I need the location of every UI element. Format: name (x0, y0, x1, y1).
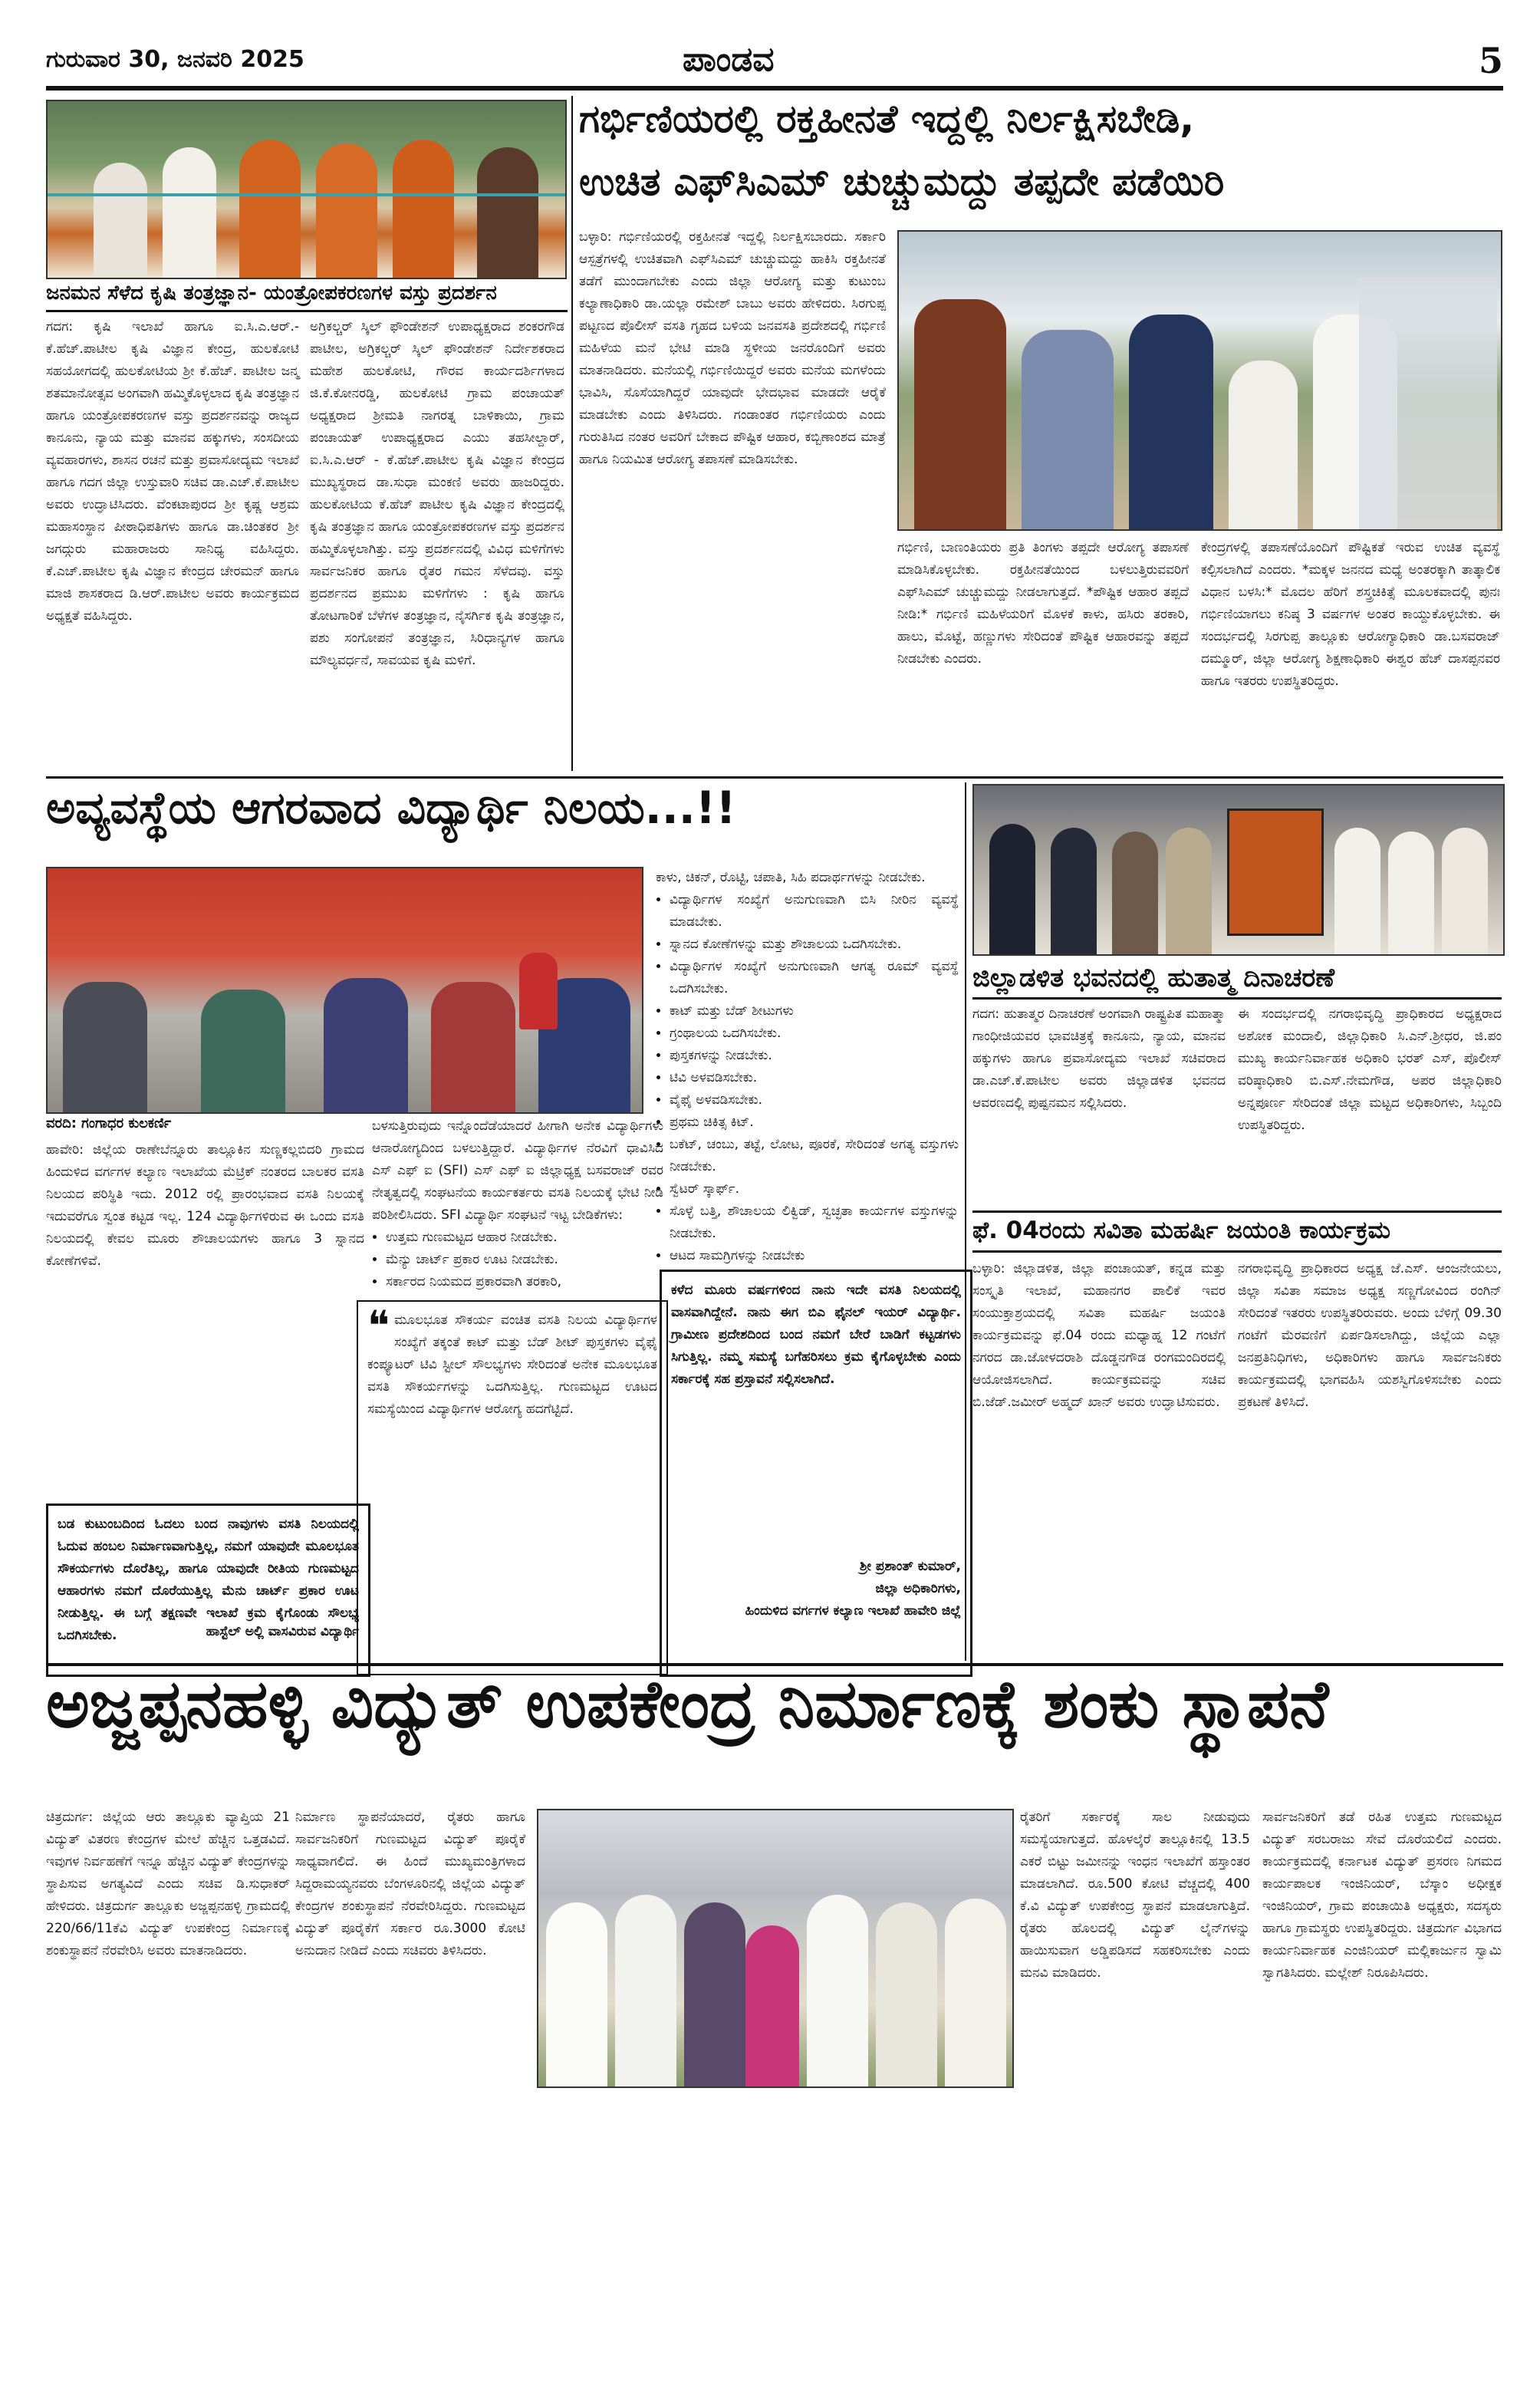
story4-column-2: ಈ ಸಂದರ್ಭದಲ್ಲಿ ನಗರಾಭಿವೃದ್ಧಿ ಪ್ರಾಧಿಕಾರದ ಅಧ್ಯಕ್ಷರಾದ ಅಶೋಕ ಮಂದಾಲಿ, ಜಿಲ್ಲಾಧಿಕಾರಿ ಸಿ.ಎನ್.ಶ್ರೀಧರ, ಜಿ.ಪಂ ಮುಖ್ಯ ಕಾರ್ಯನಿರ್ವಾಹಕ ಅಧಿಕಾರಿ ಭರತ್ ಎಸ್, ಪೊಲೀಸ್ ವರಿಷ್ಠಾಧಿಕಾರಿ ಬಿ.ಎಸ್.ನೇಮಗೌಡ, ಅಪರ ಜಿಲ್ಲಾಧಿಕಾರಿ ಅನ್ನಪೂರ್ಣ ಸೇರಿದಂತೆ ಜಿಲ್ಲಾ ಮಟ್ಟದ ಅಧಿಕಾರಿಗಳು, ಸಿಬ್ಬಂದಿ ಉಪಸ್ಥಿತರಿದ್ದರು. (1238, 1006, 1502, 1133)
section-rule-2 (972, 1210, 1502, 1213)
story1-photo (46, 100, 567, 279)
list-item: • ಬಕೆಟ್, ಚಂಬು, ತಟ್ಟೆ, ಲೋಟ, ಪೂರಕೆ, ಸೇರಿದಂತೆ ಅಗತ್ಯ ವಸ್ತುಗಳು ನೀಡಬೇಕು. (670, 1134, 959, 1178)
story2-column-1: ಬಳ್ಳಾರಿ: ಗರ್ಭಿಣಿಯರಲ್ಲಿ ರಕ್ತಹೀನತೆ ಇದ್ದಲ್ಲಿ ನಿರ್ಲಕ್ಷಿಸಬಾರದು. ಸರ್ಕಾರಿ ಆಸ್ಪತ್ರೆಗಳಲ್ಲಿ ಉಚಿತವಾಗಿ ಎಫ್‌ಸಿಎಮ್ ಚುಚ್ಚುಮದ್ದು ಹಾಕಿಸಿ ರಕ್ತಹೀನತೆ ತಡೆಗೆ ಮುಂದಾಗಬೇಕು ಎಂದು ಜಿಲ್ಲಾ ಆರೋಗ್ಯ ಮತ್ತು ಕುಟುಂಬ ಕಲ್ಯಾಣಾಧಿಕಾರಿ ಡಾ.ಯಲ್ಲಾ ರಮೇಶ್ ಬಾಬು ಅವರು ಹೇಳಿದರು. ಸಿರಗುಪ್ಪ ಪಟ್ಟಣದ ಪೊಲೀಸ್ ವಸತಿ ಗೃಹದ ಬಳಿಯ ಜನವಸತಿ ಪ್ರದೇಶದಲ್ಲಿ ಗರ್ಭಿಣಿ ಮಹಿಳೆಯ ಮನೆ ಭೇಟಿ ಮಾಡಿ ಸ್ಥಳೀಯ ಜನರೊಂದಿಗೆ ಅವರು ಮಾತನಾಡಿದರು. ಮನೆಯಲ್ಲಿ ಗರ್ಭಿಣಿಯಿದ್ದರೆ ಅವರು ಮನೆಯ ಮಗಳೆಂದು ಭಾವಿಸಿ, ಸೊಸೆಯಾಗಿದ್ದರೆ ಯಾವುದೇ ಭೇದಭಾವ ಮಾಡದೇ ಆರೈಕೆ ಮಾಡಬೇಕು ಎಂದು ತಿಳಿಸಿದರು. ಗಂಡಾಂತರ ಗರ್ಭಿಣಿಯರು ಎಂದು ಗುರುತಿಸಿದ ನಂತರ ಅವರಿಗೆ ಬೇಕಾದ ಪೌಷ್ಟಿಕ ಆಹಾರ, ಕಬ್ಬಿಣಾಂಶದ ಮಾತ್ರೆ ಹಾಗೂ ನಿಯಮಿತ ಆರೋಗ್ಯ ತಪಾಸಣೆ ಮಾಡಿಸಬೇಕು. (579, 229, 886, 467)
story3-byline: ವರದಿ: ಗಂಗಾಧರ ಕುಲಕರ್ಣಿ (46, 1115, 172, 1131)
list-item: • ಸರ್ಕಾರದ ನಿಯಮದ ಪ್ರಕಾರವಾಗಿ ತರಕಾರಿ, (386, 1271, 663, 1293)
story1-headline: ಜನಮನ ಸೆಳೆದ ಕೃಷಿ ತಂತ್ರಜ್ಞಾನ- ಯಂತ್ರೋಪಕರಣಗಳ ವಸ್ತು ಪ್ರದರ್ಶನ (46, 282, 497, 305)
list-item: • ಉತ್ತಮ ಗುಣಮಟ್ಟದ ಆಹಾರ ನೀಡಬೇಕು. (386, 1227, 663, 1249)
story4-photo (972, 784, 1505, 956)
story2-column-3: ಕೇಂದ್ರಗಳಲ್ಲಿ ತಪಾಸಣೆಯೊಂದಿಗೆ ಪೌಷ್ಟಿಕತೆ ಇರುವ ಉಚಿತ ವ್ಯವಸ್ಥೆ ಕಲ್ಪಿಸಲಾಗಿದೆ ಎಂದರು. *ಮಕ್ಕಳ ಜನನದ ಮಧ್ಯೆ ಅಂತರಕ್ಕಾಗಿ ತಾತ್ಕಾಲಿಕ ವಿಧಾನ ಬಳಸಿ:* ಮೊದಲ ಹೆರಿಗೆ ಶಸ್ತ್ರಚಿಕಿತ್ಸೆ ಮೂಲಕವಾದಲ್ಲಿ ಪುನಃ ಗರ್ಭಿಣಿಯಾಗಲು ಕನಿಷ್ಠ 3 ವರ್ಷಗಳ ಅಂತರ ಕಾಯ್ದುಕೊಳ್ಳಬೇಕು. ಈ ಸಂದರ್ಭದಲ್ಲಿ ಸಿರಗುಪ್ಪ ತಾಲ್ಲೂಕು ಆರೋಗ್ಯಾಧಿಕಾರಿ ಡಾ.ಬಸವರಾಜ್ ದಮ್ಮೂರ್, ಜಿಲ್ಲಾ ಆರೋಗ್ಯ ಶಿಕ್ಷಣಾಧಿಕಾರಿ ಈಶ್ವರ ಹೆಚ್ ದಾಸಪ್ಪನವರ ಹಾಗೂ ಇತರರು ಉಪಸ್ಥಿತರಿದ್ದರು. (1201, 540, 1500, 689)
story3-column-2 (372, 1115, 663, 1289)
story3-headline: ಅವ್ಯವಸ್ಥೆಯ ಆಗರವಾದ ವಿದ್ಯಾರ್ಥಿ ನಿಲಯ...!! (46, 782, 736, 834)
story6-photo (537, 1809, 1014, 2088)
story4-rule (972, 997, 1502, 1000)
masthead (46, 40, 1503, 91)
story6-column-3: ರೈತರಿಗೆ ಸರ್ಕಾರಕ್ಕೆ ಸಾಲ ನೀಡುವುದು ಸಮಸ್ಯೆಯಾಗುತ್ತದೆ. ಹೊಳಲ್ಕೆರೆ ತಾಲ್ಲೂಕಿನಲ್ಲಿ 13.5 ಎಕರೆ ಬಿಟ್ಟು ಜಮೀನನ್ನು ಇಂಧನ ಇಲಾಖೆಗೆ ಹಸ್ತಾಂತರ ಮಾಡಲಾಗಿದೆ. ರೂ.500 ಕೋಟಿ ವೆಚ್ಚದಲ್ಲಿ 400 ಕೆ.ವಿ ವಿದ್ಯುತ್ ಉಪಕೇಂದ್ರ ಸ್ಥಾಪನೆ ಮಾಡಲಾಗುತ್ತಿದೆ. ರೈತರು ಹೊಲದಲ್ಲಿ ವಿದ್ಯುತ್ ಲೈನ್‌ಗಳನ್ನು ಹಾಯಿಸುವಾಗ ಅಡ್ಡಿಪಡಿಸದೆ ಸಹಕರಿಸಬೇಕು ಎಂದು ಮನವಿ ಮಾಡಿದರು. (1020, 1810, 1250, 1981)
story3-officer-quote-box (660, 1270, 972, 1677)
story3-column-2-text: ಬಳಸುತ್ತಿರುವುದು ಇನ್ನೊಂದೆಡೆಯಾದರೆ ಹೀಗಾಗಿ ಅನೇಕ ವಿದ್ಯಾರ್ಥಿಗಳು ಆನಾರೋಗ್ಯದಿಂದ ಬಳಲುತ್ತಿದ್ದಾರೆ. ವಿದ್ಯಾರ್ಥಿಗಳ ನೆರವಿಗೆ ಧಾವಿಸಿದ ಎಸ್ ಎಫ್ ಐ (SFI) ಎಸ್ ಎಫ್ ಐ ಜಿಲ್ಲಾಧ್ಯಕ್ಷ ಬಸವರಾಜ್ ರವರ ನೇತೃತ್ವದಲ್ಲಿ ಸಂಘಟನೆಯ ಕಾರ್ಯಕರ್ತರು ವಸತಿ ನಿಲಯಕ್ಕೆ ಭೇಟಿ ನೀಡಿ ಪರಿಶೀಲಿಸಿದರು. SFI ವಿದ್ಯಾರ್ಥಿ ಸಂಘಟನೆ ಇಟ್ಟ ಬೇಡಿಕೆಗಳು: (372, 1118, 663, 1223)
story3-officer-quote: ಕಳೆದ ಮೂರು ವರ್ಷಗಳಿಂದ ನಾನು ಇದೇ ವಸತಿ ನಿಲಯದಲ್ಲಿ ವಾಸವಾಗಿದ್ದೇನೆ. ನಾನು ಈಗ ಬಿಎ ಫೈನಲ್ ಇಯರ್ ವಿದ್ಯಾರ್ಥಿ. ಗ್ರಾಮೀಣ ಪ್ರದೇಶದಿಂದ ಬಂದ ನಮಗೆ ಬೇರೆ ಬಾಡಿಗೆ ಕಟ್ಟಡಗಳು ಸಿಗುತ್ತಿಲ್ಲ. ನಮ್ಮ ಸಮಸ್ಯೆ ಬಗೆಹರಿಸಲು ಕ್ರಮ ಕೈಗೊಳ್ಳಬೇಕು ಎಂದು ಸರ್ಕಾರಕ್ಕೆ ಸಹ ಪ್ರಸ್ತಾವನೆ ಸಲ್ಲಿಸಲಾಗಿದೆ. (671, 1283, 961, 1387)
list-item: • ಪ್ರಥಮ ಚಿಕಿತ್ಸ ಕಿಟ್. (670, 1112, 959, 1134)
story6-column-1: ಚಿತ್ರದುರ್ಗ: ಜಿಲ್ಲೆಯ ಆರು ತಾಲ್ಲೂಕು ವ್ಯಾಪ್ತಿಯ 21 ವಿದ್ಯುತ್ ವಿತರಣ ಕೇಂದ್ರಗಳ ಮೇಲೆ ಹೆಚ್ಚಿನ ಒತ್ತಡವಿದೆ. ಇವುಗಳ ನಿರ್ವಹಣೆಗೆ ಇನ್ನೂ ಹೆಚ್ಚಿನ ವಿದ್ಯುತ್ ಕೇಂದ್ರಗಳನ್ನು ಸ್ಥಾಪಿಸುವ ಅಗತ್ಯವಿದೆ ಎಂದು ಸಚಿವ ಡಿ.ಸುಧಾಕರ್ ಹೇಳಿದರು. ಚಿತ್ರದುರ್ಗ ತಾಲ್ಲೂಕು ಅಜ್ಜಪ್ಪನಹಳ್ಳಿ ಗ್ರಾಮದಲ್ಲಿ 220/66/11ಕೆವಿ ವಿದ್ಯುತ್ ಉಪಕೇಂದ್ರ ನಿರ್ಮಾಣಕ್ಕೆ ಶಂಕುಸ್ಥಾಪನೆ ನೆರವೇರಿಸಿ ಅವರು ಮಾತನಾಡಿದರು. (46, 1810, 290, 1958)
story3-column-3-intro: ಕಾಳು, ಚಿಕನ್, ರೊಟ್ಟಿ, ಚಪಾತಿ, ಸಿಹಿ ಪದಾರ್ಥಗಳನ್ನು ನೀಡಬೇಕು. (656, 870, 926, 885)
story6-headline: ಅಜ್ಜಪ್ಪನಹಳ್ಳಿ ವಿದ್ಯುತ್ ಉಪಕೇಂದ್ರ ನಿರ್ಮಾಣಕ್ಕೆ ಶಂಕು ಸ್ಥಾಪನೆ (46, 1666, 1329, 1743)
story2-photo (897, 230, 1502, 531)
story3-officer-name: ಶ್ರೀ ಪ್ರಶಾಂತ್ ಕುಮಾರ್, (860, 1559, 961, 1574)
story3-demands (372, 1227, 663, 1293)
list-item: • ಗ್ರಂಥಾಲಯ ಒದಗಿಸಬೇಕು. (670, 1023, 959, 1045)
section-rule-1 (46, 776, 1503, 779)
story1-rule (46, 310, 568, 312)
story4-headline: ಜಿಲ್ಲಾಡಳಿತ ಭವನದಲ್ಲಿ ಹುತಾತ್ಮ ದಿನಾಚರಣೆ (972, 963, 1335, 993)
story1-column-1: ಗದಗ: ಕೃಷಿ ಇಲಾಖೆ ಹಾಗೂ ಐ.ಸಿ.ಎ.ಆರ್.- ಕೆ.ಹೆಚ್.ಪಾಟೀಲ ಕೃಷಿ ವಿಜ್ಞಾನ ಕೇಂದ್ರ, ಹುಲಕೋಟಿ ಸಹಯೋಗದಲ್ಲಿ ಹುಲಕೋಟಿಯ ಶ್ರೀ ಕೆ.ಹೆಚ್. ಪಾಟೀಲ ಜನ್ಮ ಶತಮಾನೋತ್ಸವ ಅಂಗವಾಗಿ ಹಮ್ಮಿಕೊಳ್ಳಲಾದ ಕೃಷಿ ತಂತ್ರಜ್ಞಾನ ಹಾಗೂ ಯಂತ್ರೋಪಕರಣಗಳ ವಸ್ತು ಪ್ರದರ್ಶನವನ್ನು ರಾಜ್ಯದ ಕಾನೂನು, ನ್ಯಾಯ ಮತ್ತು ಮಾನವ ಹಕ್ಕುಗಳು, ಸಂಸದೀಯ ವ್ಯವಹಾರಗಳು, ಶಾಸನ ರಚನೆ ಮತ್ತು ಪ್ರವಾಸೋದ್ಯಮ ಇಲಾಖೆ ಹಾಗೂ ಗದಗ ಜಿಲ್ಲಾ ಉಸ್ತುವಾರಿ ಸಚಿವ ಡಾ.ಎಚ್.ಕೆ.ಪಾಟೀಲ ಅವರು ಉದ್ಘಾಟಿಸಿದರು. ವೆಂಕಟಾಪುರದ ಶ್ರೀ ಕೃಷ್ಣ ಆಶ್ರಮ ಮಹಾಸಂಸ್ಥಾನ ಪೀಠಾಧಿಪತಿಗಳು ಹಾಗೂ ಡಾ.ಚಿಂತಕರ ಶ್ರೀ ಜಗದ್ಗುರು ಮಹಾರಾಜರು ಸಾನಿಧ್ಯ ವಹಿಸಿದ್ದರು. ಕೆ.ಎಚ್.ಪಾಟೀಲ ಕೃಷಿ ವಿಜ್ಞಾನ ಕೇಂದ್ರದ ಚೇರಮನ್ ಹಾಗೂ ಮಾಜಿ ಶಾಸಕರಾದ ಡಿ.ಆರ್.ಪಾಟೀಲ ಅವರು ಕಾರ್ಯಕ್ರಮದ ಅಧ್ಯಕ್ಷತೆ ವಹಿಸಿದ್ದರು. (46, 319, 299, 624)
story3-photo (46, 867, 643, 1114)
story5-column-1: ಬಳ್ಳಾರಿ: ಜಿಲ್ಲಾಡಳಿತ, ಜಿಲ್ಲಾ ಪಂಚಾಯತ್, ಕನ್ನಡ ಮತ್ತು ಸಂಸ್ಕೃತಿ ಇಲಾಖೆ, ಮಹಾನಗರ ಪಾಲಿಕೆ ಇವರ ಸಂಯುಕ್ತಾಶ್ರಯದಲ್ಲಿ ಸವಿತಾ ಮಹರ್ಷಿ ಜಯಂತಿ ಕಾರ್ಯಕ್ರಮವನ್ನು ಫೆ.04 ರಂದು ಮಧ್ಯಾಹ್ನ 12 ಗಂಟೆಗೆ ನಗರದ ಡಾ.ಜೋಳದರಾಶಿ ದೊಡ್ಡನಗೌಡ ರಂಗಮಂದಿರದಲ್ಲಿ ಆಯೋಜಿಸಲಾಗಿದೆ. ಕಾರ್ಯಕ್ರಮವನ್ನು ಸಚಿವ ಬಿ.ಜೆಡ್.ಜಮೀರ್ ಅಹ್ಮದ್ ಖಾನ್ ಅವರು ಉದ್ಘಾಟಿಸುವರು. (972, 1261, 1226, 1410)
story1-column-2: ಅಗ್ರಿಕಲ್ಚರ್ ಸ್ಕಿಲ್ ಫೌಂಡೇಶನ್ ಉಪಾಧ್ಯಕ್ಷರಾದ ಶಂಕರಗೌಡ ಪಾಟೀಲ, ಅಗ್ರಿಕಲ್ಚರ್ ಸ್ಕಿಲ್ ಫೌಂಡೇಶನ್ ನಿರ್ದೇಶಕರಾದ ಮಹೇಶ ಹುಲಕೋಟಿ, ಗೌರವ ಕಾರ್ಯದರ್ಶಿಗಳಾದ ಜಿ.ಕೆ.ಕೋನರಡ್ಡಿ, ಹುಲಕೋಟಿ ಗ್ರಾಮ ಪಂಚಾಯತ್ ಅಧ್ಯಕ್ಷರಾದ ಶ್ರೀಮತಿ ನಾಗರತ್ನ ಬಾಳಿಕಾಯಿ, ಗ್ರಾಮ ಪಂಚಾಯತ್ ಉಪಾಧ್ಯಕ್ಷರಾದ ಎಯು ತಹಸೀಲ್ದಾರ್, ಐ.ಸಿ.ಎ.ಆರ್ - ಕೆ.ಹೆಚ್.ಪಾಟೀಲ ಕೃಷಿ ವಿಜ್ಞಾನ ಕೇಂದ್ರದ ಮುಖ್ಯಸ್ಥರಾದ ಡಾ.ಸುಧಾ ಮಂಕಣಿ ಅವರು ಹಾಜರಿದ್ದರು. ಹುಲಕೋಟಿಯ ಕೆ.ಹೆಚ್ ಪಾಟೀಲ ಕೃಷಿ ವಿಜ್ಞಾನ ಕೇಂದ್ರದಲ್ಲಿ ಕೃಷಿ ತಂತ್ರಜ್ಞಾನ ಹಾಗೂ ಯಂತ್ರೋಪಕರಣಗಳ ವಸ್ತು ಪ್ರದರ್ಶನ ಹಮ್ಮಿಕೊಳ್ಳಲಾಗಿತ್ತು. ವಸ್ತು ಪ್ರದರ್ಶನದಲ್ಲಿ ವಿವಿಧ ಮಳಿಗೆಗಳು ಸಾರ್ವಜನಿಕರ ಹಾಗೂ ರೈತರ ಗಮನ ಸೆಳೆದವು. ವಸ್ತು ಪ್ರದರ್ಶನದ ಪ್ರಮುಖ ಮಳಿಗೆಗಳು : ಕೃಷಿ ಹಾಗೂ ತೋಟಗಾರಿಕೆ ಬೆಳೆಗಳ ತಂತ್ರಜ್ಞಾನ, ನೈಸರ್ಗಿಕ ಕೃಷಿ ತಂತ್ರಜ್ಞಾನ, ಪಶು ಸಂಗೋಪನೆ ತಂತ್ರಜ್ಞಾನ, ಸಿರಿಧಾನ್ಯಗಳ ಹಾಗೂ ಮೌಲ್ಯವರ್ಧನೆ, ಸಾವಯವ ಕೃಷಿ ಮಳಿಗೆ. (310, 319, 564, 668)
story3-column-1: ಹಾವೇರಿ: ಜಿಲ್ಲೆಯ ರಾಣೇಬೆನ್ನೂರು ತಾಲ್ಲೂಕಿನ ಸುಣ್ಣಕಲ್ಲಬಿದರಿ ಗ್ರಾಮದ ಹಿಂದುಳಿದ ವರ್ಗಗಳ ಕಲ್ಯಾಣ ಇಲಾಖೆಯ ಮೆಟ್ರಿಕ್ ನಂತರದ ಬಾಲಕರ ವಸತಿ ನಿಲಯದ ಪರಿಸ್ಥಿತಿ ಇದು. 2012 ರಲ್ಲಿ ಪ್ರಾರಂಭವಾದ ವಸತಿ ನಿಲಯಕ್ಕೆ ಇದುವರೆಗೂ ಸ್ವಂತ ಕಟ್ಟಡ ಇಲ್ಲ. 124 ವಿದ್ಯಾರ್ಥಿಗಳಿರುವ ಈ ಒಂದು ವಸತಿ ನಿಲಯದಲ್ಲಿ ಕೇವಲ ಮೂರು ಶೌಚಾಲಯಗಳು ಹಾಗೂ 3 ಸ್ನಾನದ ಕೋಣೆಗಳಿವೆ. (46, 1142, 364, 1269)
story5-headline: ಫೆ. 04ರಂದು ಸವಿತಾ ಮಹರ್ಷಿ ಜಯಂತಿ ಕಾರ್ಯಕ್ರಮ (972, 1217, 1391, 1244)
list-item: • ಸೊಳ್ಳೆ ಬತ್ತಿ, ಶೌಚಾಲಯ ಲಿಕ್ವಿಡ್, ಸ್ವಚ್ಛತಾ ಕಾರ್ಯಗಳ ವಸ್ತುಗಳನ್ನು ನೀಡಬೇಕು. (670, 1200, 959, 1245)
story4-column-1: ಗದಗ: ಹುತಾತ್ಮರ ದಿನಾಚರಣೆ ಅಂಗವಾಗಿ ರಾಷ್ಟ್ರಪಿತ ಮಹಾತ್ಮಾ ಗಾಂಧೀಜಿಯವರ ಭಾವಚಿತ್ರಕ್ಕೆ ಕಾನೂನು, ನ್ಯಾಯ, ಮಾನವ ಹಕ್ಕುಗಳು ಹಾಗೂ ಪ್ರವಾಸೋದ್ಯಮ ಇಲಾಖೆ ಸಚಿವರಾದ ಡಾ.ಎಚ್.ಕೆ.ಪಾಟೀಲ ಅವರು ಜಿಲ್ಲಾಡಳಿತ ಭವನದ ಆವರಣದಲ್ಲಿ ಪುಷ್ಪನಮನ ಸಲ್ಲಿಸಿದರು. (972, 1006, 1226, 1111)
story3-column-3 (656, 867, 959, 1263)
column-divider (571, 96, 573, 771)
story2-headline-line1: ಗರ್ಭಿಣಿಯರಲ್ಲಿ ರಕ್ತಹೀನತೆ ಇದ್ದಲ್ಲಿ ನಿರ್ಲಕ್ಷಿಸಬೇಡಿ, (579, 97, 1195, 141)
list-item: • ವಿದ್ಯಾರ್ಥಿಗಳ ಸಂಖ್ಯೆಗೆ ಅನುಗುಣವಾಗಿ ಆಗತ್ಯ ರೂಮ್ ವ್ಯವಸ್ಥೆ ಒದಗಿಸಬೇಕು. (670, 956, 959, 1000)
story2-column-2: ಗರ್ಭಿಣಿ, ಬಾಣಂತಿಯರು ಪ್ರತಿ ತಿಂಗಳು ತಪ್ಪದೇ ಆರೋಗ್ಯ ತಪಾಸಣೆ ಮಾಡಿಸಿಕೊಳ್ಳಬೇಕು. ರಕ್ತಹೀನತೆಯಿಂದ ಬಳಲುತ್ತಿರುವವರಿಗೆ ಎಫ್‌ಸಿಎಮ್ ಚುಚ್ಚುಮದ್ದು ನೀಡಲಾಗುತ್ತದೆ. *ಪೌಷ್ಟಿಕ ಆಹಾರ ತಪ್ಪದೆ ನೀಡಿ:* ಗರ್ಭಿಣಿ ಮಹಿಳೆಯರಿಗೆ ಮೊಳಕೆ ಕಾಳು, ಹಸಿರು ತರಕಾರಿ, ಹಾಲು, ಮೊಟ್ಟೆ, ಹಣ್ಣುಗಳು ಸೇರಿದಂತೆ ಪೌಷ್ಟಿಕ ಆಹಾರವನ್ನು ತಪ್ಪದೆ ನೀಡಬೇಕು ಎಂದರು. (897, 540, 1189, 667)
column-divider (965, 782, 966, 1661)
list-item: • ಮೆನ್ಯು ಚಾರ್ಟ್ ಪ್ರಕಾರ ಊಟ ನೀಡಬೇಕು. (386, 1249, 663, 1271)
list-item: • ಪುಸ್ತಕಗಳನ್ನು ನೀಡಬೇಕು. (670, 1045, 959, 1067)
list-item: • ಸ್ವೆಟರ್ ಸ್ಕಾರ್ಫ್. (670, 1178, 959, 1200)
story6-column-2: ನಿರ್ಮಾಣ ಸ್ಥಾಪನೆಯಾದರೆ, ರೈತರು ಹಾಗೂ ಸಾರ್ವಜನಿಕರಿಗೆ ಗುಣಮಟ್ಟದ ವಿದ್ಯುತ್ ಪೂರೈಕೆ ಸಾಧ್ಯವಾಗಲಿದೆ. ಈ ಹಿಂದೆ ಮುಖ್ಯಮಂತ್ರಿಗಳಾದ ಸಿದ್ದರಾಮಯ್ಯನವರು ಬೆಂಗಳೂರಿನಲ್ಲಿ ಜಿಲ್ಲೆಯ ವಿದ್ಯುತ್ ಕೇಂದ್ರಗಳ ಶಂಕುಸ್ಥಾಪನೆ ನೆರವೇರಿಸಿದ್ದರು. ಗುಣಮಟ್ಟದ ವಿದ್ಯುತ್ ಪೂರೈಕೆಗೆ ಸರ್ಕಾರ ರೂ.3000 ಕೋಟಿ ಅನುದಾನ ನೀಡಿದೆ ಎಂದು ಸಚಿವರು ತಿಳಿಸಿದರು. (295, 1810, 525, 1958)
story3-officer-dept: ಹಿಂದುಳಿದ ವರ್ಗಗಳ ಕಲ್ಯಾಣ ಇಲಾಖೆ ಹಾವೇರಿ ಜಿಲ್ಲೆ (745, 1603, 961, 1619)
list-item: • ವೈಫೈ ಅಳವಡಿಸಬೇಕು. (670, 1089, 959, 1112)
list-item: • ಟಿವಿ ಅಳವಡಿಸಬೇಕು. (670, 1067, 959, 1089)
newspaper-name: ಪಾಂಡವ (683, 40, 775, 79)
story3-student-quote: ಬಡ ಕುಟುಂಬದಿಂದ ಓದಲು ಬಂದ ನಾವುಗಳು ವಸತಿ ನಿಲಯದಲ್ಲಿ ಓದುವ ಹಂಬಲ ನಿರ್ಮಾಣವಾಗುತ್ತಿಲ್ಲ, ನಮಗೆ ಯಾವುದೇ ಮೂಲಭೂತ ಸೌಕರ್ಯಗಳು ದೊರೆತಿಲ್ಲ, ಹಾಗೂ ಯಾವುದೇ ರೀತಿಯ ಗುಣಮಟ್ಟದ ಆಹಾರಗಳು ನಮಗೆ ದೊರೆಯುತ್ತಿಲ್ಲ ಮೆನು ಚಾರ್ಟ್ ಪ್ರಕಾರ ಊಟ ನೀಡುತ್ತಿಲ್ಲ. ಈ ಬಗ್ಗೆ ತಕ್ಷಣವೇ ಇಲಾಖೆ ಕ್ರಮ ಕೈಗೊಂಡು ಸೌಲಭ್ಯ ಒದಗಿಸಬೇಕು. (58, 1517, 359, 1643)
story2-headline-line2: ಉಚಿತ ಎಫ್‌ಸಿಎಮ್ ಚುಚ್ಚುಮದ್ದು ತಪ್ಪದೇ ಪಡೆಯಿರಿ (579, 160, 1225, 204)
page-number: 5 (1478, 40, 1503, 81)
story3-facility-text: ಮೂಲಭೂತ ಸೌಕರ್ಯ ವಂಚಿತ ವಸತಿ ನಿಲಯ ವಿದ್ಯಾರ್ಥಿಗಳ ಸಂಖ್ಯೆಗೆ ತಕ್ಕಂತೆ ಕಾಟ್ ಮತ್ತು ಬೆಡ್ ಶೀಟ್ ಪುಸ್ತಕಗಳು ವೈಫೈ ಕಂಪ್ಯೂಟರ್ ಟಿವಿ ಸ್ಟೀಲ್ ಸೌಲಭ್ಯಗಳು ಸೇರಿದಂತೆ ಅನೇಕ ಮೂಲಭೂತ ವಸತಿ ಸೌಕರ್ಯಗಳನ್ನು ಒದಗಿಸುತ್ತಿಲ್ಲ. ಗುಣಮಟ್ಟದ ಊಟದ ಸಮಸ್ಯೆಯಿಂದ ವಿದ್ಯಾರ್ಥಿಗಳ ಆರೋಗ್ಯ ಹದಗೆಟ್ಟಿದೆ. (367, 1312, 657, 1417)
story3-requirements (656, 889, 959, 1267)
story5-rule (972, 1250, 1502, 1253)
story6-column-4: ಸಾರ್ವಜನಿಕರಿಗೆ ತಡೆ ರಹಿತ ಉತ್ತಮ ಗುಣಮಟ್ಟದ ವಿದ್ಯುತ್ ಸರಬರಾಜು ಸೇವೆ ದೊರೆಯಲಿದೆ ಎಂದರು. ಕಾರ್ಯಕ್ರಮದಲ್ಲಿ ಕರ್ನಾಟಕ ವಿದ್ಯುತ್ ಪ್ರಸರಣ ನಿಗಮದ ಕಾರ್ಯಪಾಲಕ ಇಂಜಿನಿಯರ್, ಬೆಸ್ಕಾಂ ಅಧೀಕ್ಷಕ ಇಂಜಿನಿಯರ್, ಗ್ರಾಮ ಪಂಚಾಯಿತಿ ಅಧ್ಯಕ್ಷರು, ಸದಸ್ಯರು ಹಾಗೂ ಗ್ರಾಮಸ್ಥರು ಉಪಸ್ಥಿತರಿದ್ದರು. ಚಿತ್ರದುರ್ಗ ವಿಭಾಗದ ಕಾರ್ಯನಿರ್ವಾಹಕ ಎಂಜಿನಿಯರ್ ಮಲ್ಲಿಕಾರ್ಜುನ ಸ್ವಾಮಿ ಸ್ವಾಗತಿಸಿದರು. ಮಲ್ಲೇಶ್ ನಿರೂಪಿಸಿದರು. (1262, 1810, 1502, 1981)
quote-mark-icon: ❝ (367, 1302, 390, 1350)
story3-officer-role: ಜಿಲ್ಲಾ ಅಧಿಕಾರಿಗಳು, (875, 1581, 961, 1596)
story3-student-quote-box (46, 1504, 370, 1677)
story5-column-2: ನಗರಾಭಿವೃದ್ಧಿ ಪ್ರಾಧಿಕಾರದ ಅಧ್ಯಕ್ಷ ಜೆ.ಎಸ್. ಆಂಜನೇಯಲು, ಜಿಲ್ಲಾ ಸವಿತಾ ಸಮಾಜ ಅಧ್ಯಕ್ಷ ಸಣ್ಣಗೋವಿಂದ ರಂಗಿನ್ ಸೇರಿದಂತೆ ಇತರರು ಉಪಸ್ಥಿತರಿರುವರು. ಅಂದು ಬೆಳಿಗ್ಗೆ 09.30 ಗಂಟೆಗೆ ಮೆರವಣಿಗೆ ಏರ್ಪಡಿಸಲಾಗಿದ್ದು, ಜಿಲ್ಲೆಯ ಎಲ್ಲಾ ಜನಪ್ರತಿನಿಧಿಗಳು, ಅಧಿಕಾರಿಗಳು ಹಾಗೂ ಸಾರ್ವಜನಿಕರು ಕಾರ್ಯಕ್ರಮದಲ್ಲಿ ಭಾಗವಹಿಸಿ ಯಶಸ್ವಿಗೊಳಿಸಬೇಕು ಎಂದು ಪ್ರಕಟಣೆ ತಿಳಿಸಿದೆ. (1238, 1261, 1502, 1410)
story3-facility-box (357, 1300, 668, 1675)
list-item: • ಆಟದ ಸಾಮಗ್ರಿಗಳನ್ನು ನೀಡಬೇಕು (670, 1245, 959, 1267)
list-item: • ಸ್ನಾನದ ಕೋಣೆಗಳನ್ನು ಮತ್ತು ಶೌಚಾಲಯ ಒದಗಿಸಬೇಕು. (670, 934, 959, 956)
issue-date: ಗುರುವಾರ 30, ಜನವರಿ 2025 (46, 46, 304, 73)
story3-student-quote-attribution: ಹಾಸ್ಟೆಲ್ ಅಲ್ಲಿ ವಾಸವಿರುವ ವಿದ್ಯಾರ್ಥಿ (206, 1624, 359, 1639)
list-item: • ವಿದ್ಯಾರ್ಥಿಗಳ ಸಂಖ್ಯೆಗೆ ಅನುಗುಣವಾಗಿ ಬಿಸಿ ನೀರಿನ ವ್ಯವಸ್ಥೆ ಮಾಡಬೇಕು. (670, 889, 959, 934)
list-item: • ಕಾಟ್ ಮತ್ತು ಬೆಡ್ ಶೀಟುಗಳು (670, 1000, 959, 1023)
